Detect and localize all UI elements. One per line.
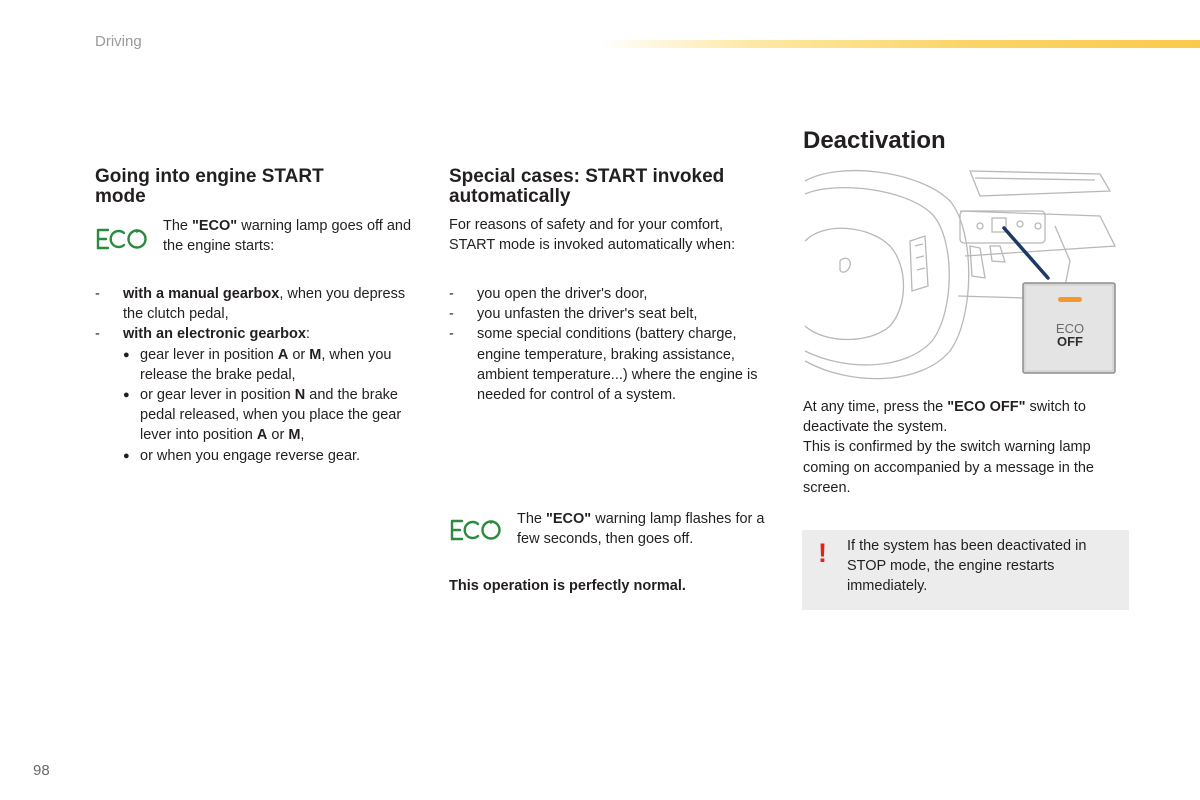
dashboard-illustration <box>800 166 1120 386</box>
right-body <box>803 397 1123 498</box>
restart-note <box>802 530 1129 610</box>
middle-column <box>449 167 769 255</box>
svg-text:ECO: ECO <box>1055 321 1085 336</box>
middle-intro: For reasons of safety and for your comfort, START mode is invoked automatically when: <box>449 217 736 254</box>
page-number: 98 <box>33 762 50 779</box>
left-title: Going into engine START mode <box>95 166 324 207</box>
left-warning-text: The "ECO" warning lamp goes off and the engine starts: <box>163 218 412 255</box>
normal-operation-text: This operation is perfectly normal. <box>449 578 686 594</box>
list-item: - with an electronic gearbox: ● gear lever in position A or M, when you release the brake pedal, ● or gear lever in position N and the brake pedal released, when you place the gear lever into position A or M, ● or when you engage reverse gear. <box>95 324 425 465</box>
left-list <box>95 284 425 466</box>
middle-warning-text: The "ECO" warning lamp flashes for a few seconds, then goes off. <box>517 511 765 548</box>
warning-exclamation-icon: ! <box>818 538 827 568</box>
left-column <box>95 167 425 207</box>
eco-icon <box>448 517 504 543</box>
header-accent-bar <box>600 40 1200 48</box>
note-text: If the system has been deactivated in STOP mode, the engine restarts immediately. <box>847 538 1087 595</box>
eco-icon <box>94 226 150 252</box>
sub-list-item: ● or when you engage reverse gear. <box>123 446 425 466</box>
list-item: - some special conditions (battery charge, engine temperature, braking assistance, ambient temperature...) where the engine is needed for control of a system. <box>449 324 762 405</box>
list-item: - with a manual gearbox, when you depress the clutch pedal, <box>95 284 425 324</box>
sub-list-item: ● or gear lever in position N and the brake pedal released, when you place the gear lever into position A or M, <box>123 385 425 446</box>
list-item: - you open the driver's door, <box>449 284 769 304</box>
section-label: Driving <box>95 33 142 50</box>
right-title: Deactivation <box>803 127 946 154</box>
confirmation-para: This is confirmed by the switch warning lamp coming on accompanied by a message in the screen. <box>803 439 1094 496</box>
middle-list <box>449 284 769 405</box>
svg-text:OFF: OFF <box>1057 334 1083 349</box>
deactivation-para: At any time, press the "ECO OFF" switch to deactivate the system. <box>803 399 1086 436</box>
sub-list-item: ● gear lever in position A or M, when you release the brake pedal, <box>123 345 425 385</box>
list-item: - you unfasten the driver's seat belt, <box>449 304 769 324</box>
middle-title: Special cases: START invoked automatically <box>449 166 725 207</box>
